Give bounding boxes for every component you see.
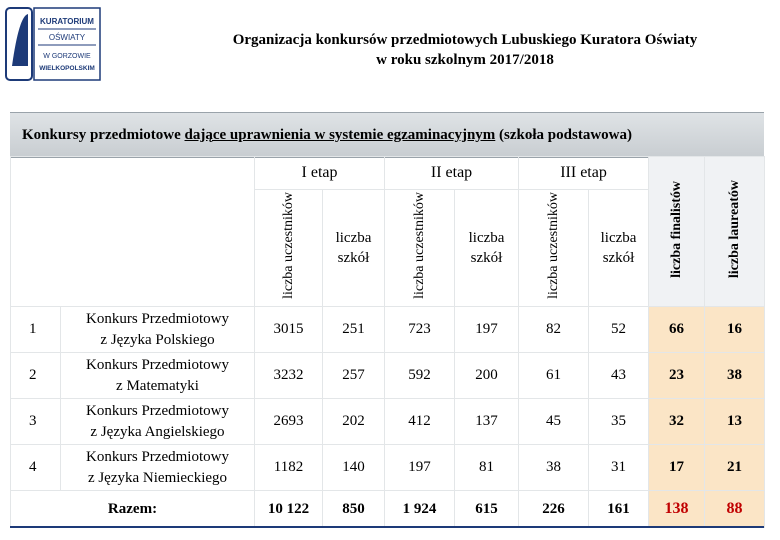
contest-name [61,445,255,491]
stage-3-schools-header [589,190,649,307]
table-row [11,307,765,353]
laureates-count: 21 [705,445,765,491]
page-title [170,30,760,70]
total-label: Razem: [11,491,255,528]
finalists-count: 23 [649,353,705,399]
stage-2-schools-header [455,190,519,307]
total-stage-3-participants: 226 [519,491,589,528]
section-title-prefix: Konkursy przedmiotowe [22,127,185,143]
stage-2-participants-header [385,190,455,307]
table-row [11,445,765,491]
stage-3-participants: 45 [519,399,589,445]
stage-2-schools: 81 [455,445,519,491]
bottom-accent-bar [10,526,764,528]
participants-label: liczba uczestników [546,192,562,299]
stage-3-schools: 52 [589,307,649,353]
stage-3-participants: 61 [519,353,589,399]
stage-3-schools: 31 [589,445,649,491]
stage-1-schools: 202 [323,399,385,445]
logo-line-2: OŚWIATY [48,33,86,42]
contest-name [61,399,255,445]
finalists-header [649,157,705,307]
stage-2-participants: 197 [385,445,455,491]
participants-label: liczba uczestników [281,192,296,299]
stage-3-header: III etap [519,157,649,190]
contest-name-line-1: Konkurs Przedmiotowy [86,356,229,373]
finalists-count: 17 [649,445,705,491]
stage-1-participants: 3232 [255,353,323,399]
participants-label: liczba uczestników [412,192,428,299]
schools-label-2: szkół [602,250,635,266]
section-title-suffix: (szkoła podstawowa) [495,127,632,143]
total-stage-3-schools: 161 [589,491,649,528]
row-number: 3 [11,399,61,445]
stage-1-participants-header [255,190,323,307]
page-title-line-2: w roku szkolnym 2017/2018 [376,52,554,68]
contest-name-line-2: z Języka Angielskiego [90,423,225,440]
stage-3-participants: 38 [519,445,589,491]
contest-name-line-2: z Języka Polskiego [100,331,215,348]
laureates-count: 38 [705,353,765,399]
page-title-line-1: Organizacja konkursów przedmiotowych Lubuskiego Kuratora Oświaty [232,32,698,48]
contest-name-line-2: z Matematyki [116,377,199,394]
laureates-count: 16 [705,307,765,353]
stage-2-participants: 412 [385,399,455,445]
schools-label-1: liczba [335,230,372,246]
stage-2-schools: 197 [455,307,519,353]
table-row [11,399,765,445]
schools-label-1: liczba [600,230,637,246]
empty-corner [11,157,255,307]
laureates-header [705,157,765,307]
contest-name-line-2: z Języka Niemieckiego [87,469,228,486]
stage-1-header: I etap [255,157,385,190]
stage-2-schools: 137 [455,399,519,445]
row-number: 2 [11,353,61,399]
stage-2-header: II etap [385,157,519,190]
total-row [11,491,765,528]
stage-2-schools: 200 [455,353,519,399]
total-finalists: 138 [649,491,705,528]
stage-1-participants: 3015 [255,307,323,353]
contest-table [10,156,765,528]
contest-name-line-1: Konkurs Przedmiotowy [86,310,229,327]
total-laureates: 88 [705,491,765,528]
stage-3-schools: 35 [589,399,649,445]
contest-name-line-1: Konkurs Przedmiotowy [86,448,229,465]
total-stage-2-participants: 1 924 [385,491,455,528]
contest-name-line-1: Konkurs Przedmiotowy [86,402,229,419]
schools-label-2: szkół [470,250,503,266]
stage-1-schools: 140 [323,445,385,491]
stage-1-schools: 251 [323,307,385,353]
stage-1-participants: 2693 [255,399,323,445]
finalists-header-label: liczba finalistów [669,180,685,278]
stage-2-participants: 723 [385,307,455,353]
laureates-count: 13 [705,399,765,445]
finalists-count: 32 [649,399,705,445]
total-stage-2-schools: 615 [455,491,519,528]
logo-line-4: WIELKOPOLSKIM [39,65,95,72]
stage-1-schools-header [323,190,385,307]
schools-label-1: liczba [468,230,505,246]
logo-line-3: W GORZOWIE [43,53,91,60]
schools-label-2: szkół [337,250,370,266]
stage-1-schools: 257 [323,353,385,399]
section-title [22,126,762,144]
section-title-underlined: dające uprawnienia w systemie egzaminacyjnym [184,127,496,143]
contest-name [61,307,255,353]
table-row [11,353,765,399]
total-stage-1-schools: 850 [323,491,385,528]
laureates-header-label: liczba laureatów [727,179,743,279]
stage-header-row [11,157,765,190]
stage-3-participants: 82 [519,307,589,353]
stage-3-participants-header [519,190,589,307]
row-number: 1 [11,307,61,353]
contest-name [61,353,255,399]
stage-3-schools: 43 [589,353,649,399]
kuratorium-logo [4,6,104,84]
finalists-count: 66 [649,307,705,353]
logo-line-1: KURATORIUM [40,17,94,26]
total-stage-1-participants: 10 122 [255,491,323,528]
stage-1-participants: 1182 [255,445,323,491]
stage-2-participants: 592 [385,353,455,399]
row-number: 4 [11,445,61,491]
